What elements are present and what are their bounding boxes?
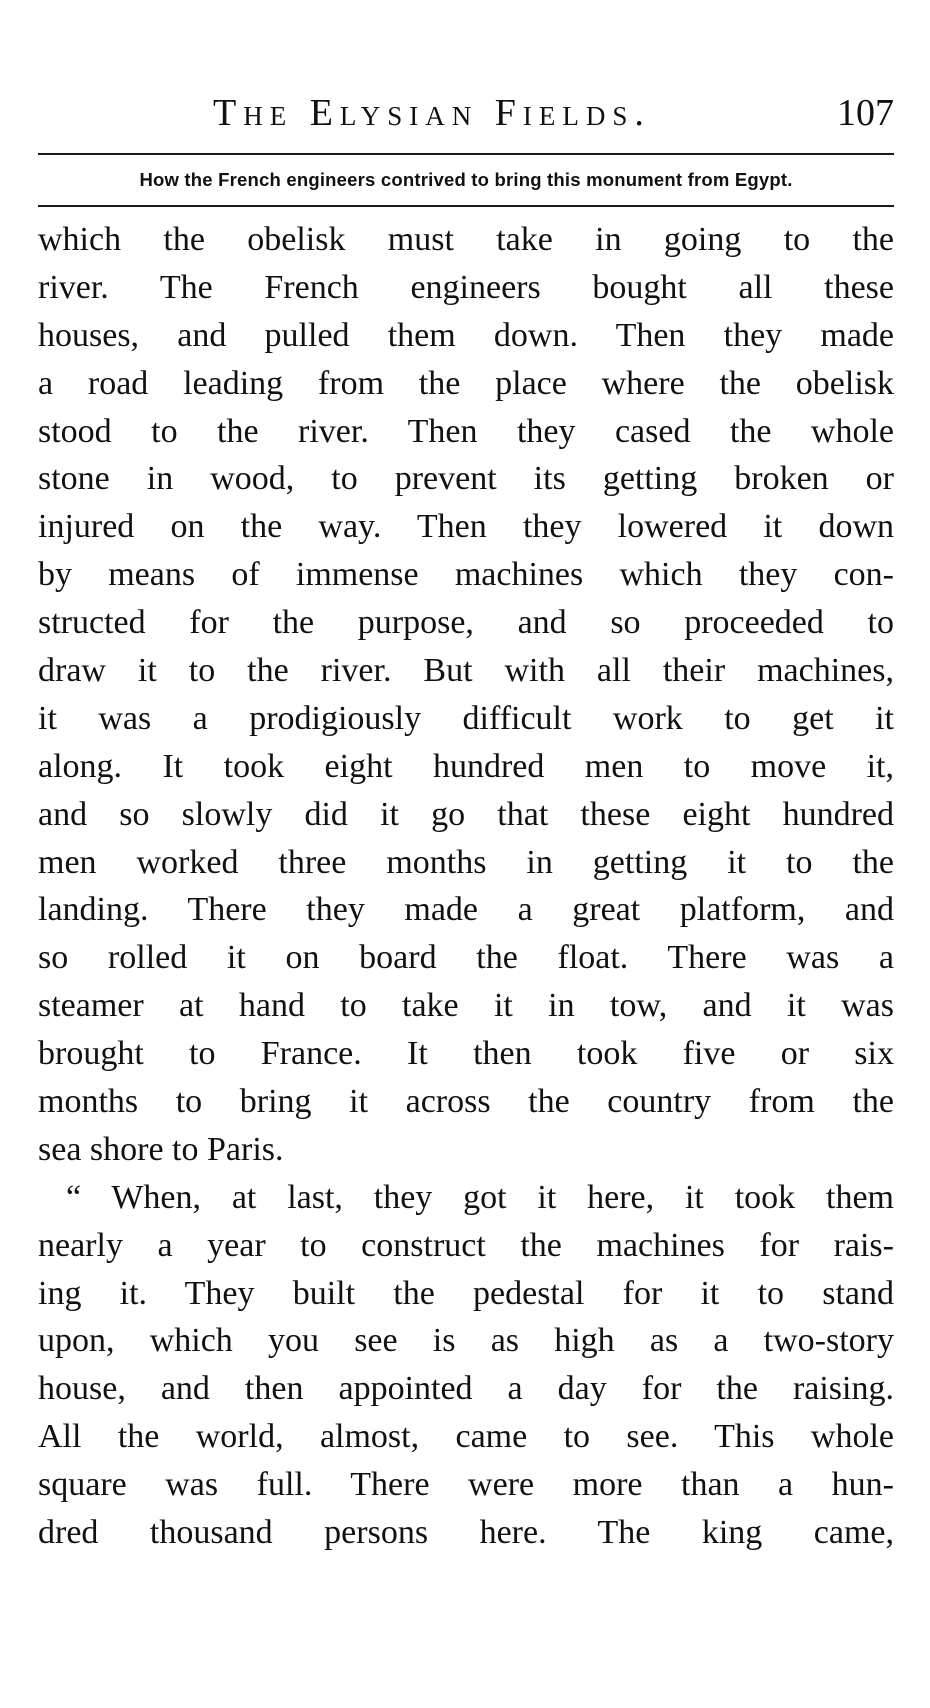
text-line: months to bring it across the country from the	[38, 1083, 894, 1121]
text-line: landing. There they made a great platform, and	[38, 891, 894, 929]
text-line: “ When, at last, they got it here, it took them	[66, 1178, 894, 1216]
text-line: by means of immense machines which they con-	[38, 556, 894, 594]
text-line: ing it. They built the pedestal for it to stand	[38, 1274, 894, 1312]
text-line: All the world, almost, came to see. This whole	[38, 1418, 894, 1456]
text-line: house, and then appointed a day for the raising.	[38, 1370, 894, 1408]
text-line: houses, and pulled them down. Then they made	[38, 316, 894, 354]
text-line: river. The French engineers bought all these	[38, 268, 894, 306]
body-text	[38, 216, 894, 1557]
text-line: so rolled it on board the float. There was a	[38, 939, 894, 977]
text-line: stone in wood, to prevent its getting broken or	[38, 460, 894, 498]
chapter-title: The Elysian Fields.	[213, 92, 651, 134]
text-line: a road leading from the place where the obelisk	[38, 364, 894, 402]
text-line: square was full. There were more than a hun-	[38, 1466, 894, 1504]
text-line: upon, which you see is as high as a two-story	[38, 1322, 894, 1360]
page-number: 107	[837, 92, 894, 134]
text-line: men worked three months in getting it to the	[38, 843, 894, 881]
text-line: along. It took eight hundred men to move it,	[38, 747, 894, 785]
text-line: structed for the purpose, and so proceeded to	[38, 604, 894, 642]
text-line: it was a prodigiously difficult work to get it	[38, 699, 894, 737]
header-rule-bottom	[38, 205, 894, 207]
book-page	[38, 0, 894, 1708]
text-line: brought to France. It then took five or six	[38, 1035, 894, 1073]
text-line: nearly a year to construct the machines for rais-	[38, 1226, 894, 1264]
text-line: draw it to the river. But with all their machines,	[38, 652, 894, 690]
text-line: steamer at hand to take it in tow, and it was	[38, 987, 894, 1025]
text-line: dred thousand persons here. The king came,	[38, 1514, 894, 1552]
text-line: and so slowly did it go that these eight hundred	[38, 795, 894, 833]
header-rule-top	[38, 153, 894, 155]
text-line: which the obelisk must take in going to the	[38, 221, 894, 258]
text-line: stood to the river. Then they cased the whole	[38, 412, 894, 450]
running-head	[38, 88, 894, 138]
text-line: injured on the way. Then they lowered it down	[38, 508, 894, 546]
page-subheading: How the French engineers contrived to bring this monument from Egypt.	[139, 169, 793, 190]
text-line: sea shore to Paris.	[38, 1130, 284, 1168]
